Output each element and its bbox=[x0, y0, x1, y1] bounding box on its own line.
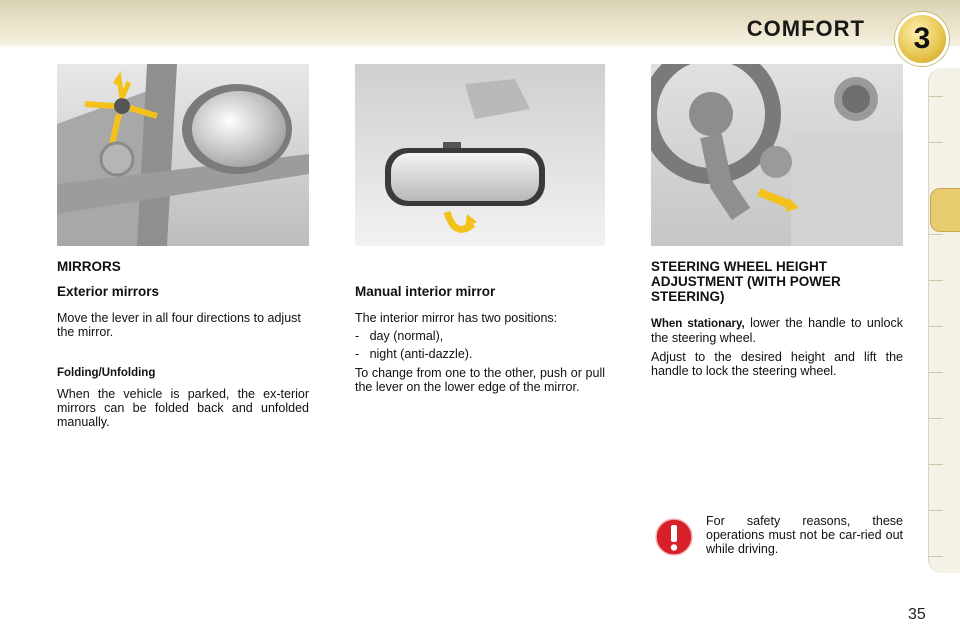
exterior-mirror-illustration bbox=[57, 64, 309, 246]
page-number: 35 bbox=[908, 606, 926, 623]
subtitle-manual-interior-mirror: Manual interior mirror bbox=[355, 284, 496, 299]
folding-unfolding-heading: Folding/Unfolding bbox=[57, 367, 156, 379]
steering-unlock-text bbox=[651, 316, 903, 345]
steering-lead-rest: lower the handle to unlock the steering wheel. bbox=[651, 316, 903, 345]
steering-adjust-text: Adjust to the desired height and lift the handle to lock the steering wheel. bbox=[651, 350, 903, 378]
header-divider bbox=[0, 44, 880, 47]
chapter-tabs bbox=[928, 68, 960, 573]
interior-mirror-illustration bbox=[355, 64, 605, 246]
interior-mirror-intro: The interior mirror has two positions: bbox=[355, 311, 558, 325]
list-item-day: - day (normal), bbox=[355, 329, 444, 343]
exterior-mirrors-text: Move the lever in all four directions to adjust the mirror. bbox=[57, 311, 301, 339]
interior-mirror-text: To change from one to the other, push or pull the lever on the lower edge of the mirror. bbox=[355, 366, 605, 394]
middle-column bbox=[355, 285, 605, 394]
safety-warning-text: For safety reasons, these operations must not be car-ried out while driving. bbox=[706, 514, 903, 556]
list-item-night: - night (anti-dazzle). bbox=[355, 347, 473, 361]
right-column bbox=[651, 259, 903, 378]
active-chapter-tab[interactable] bbox=[930, 188, 960, 232]
chapter-number-badge: 3 bbox=[895, 12, 949, 66]
subtitle-exterior-mirrors: Exterior mirrors bbox=[57, 284, 160, 299]
steering-wheel-illustration bbox=[651, 64, 903, 246]
warning-icon bbox=[655, 517, 693, 557]
section-title-steering: STEERING WHEEL HEIGHT ADJUSTMENT (WITH POWER STEERING) bbox=[651, 259, 841, 304]
folding-unfolding-text: When the vehicle is parked, the ex-terior mirrors can be folded back and unfolded manually. bbox=[57, 387, 309, 429]
section-title-mirrors: MIRRORS bbox=[57, 259, 121, 274]
chapter-title: COMFORT bbox=[746, 16, 865, 41]
left-column bbox=[57, 260, 309, 429]
steering-lead-bold: When stationary, bbox=[651, 318, 745, 330]
